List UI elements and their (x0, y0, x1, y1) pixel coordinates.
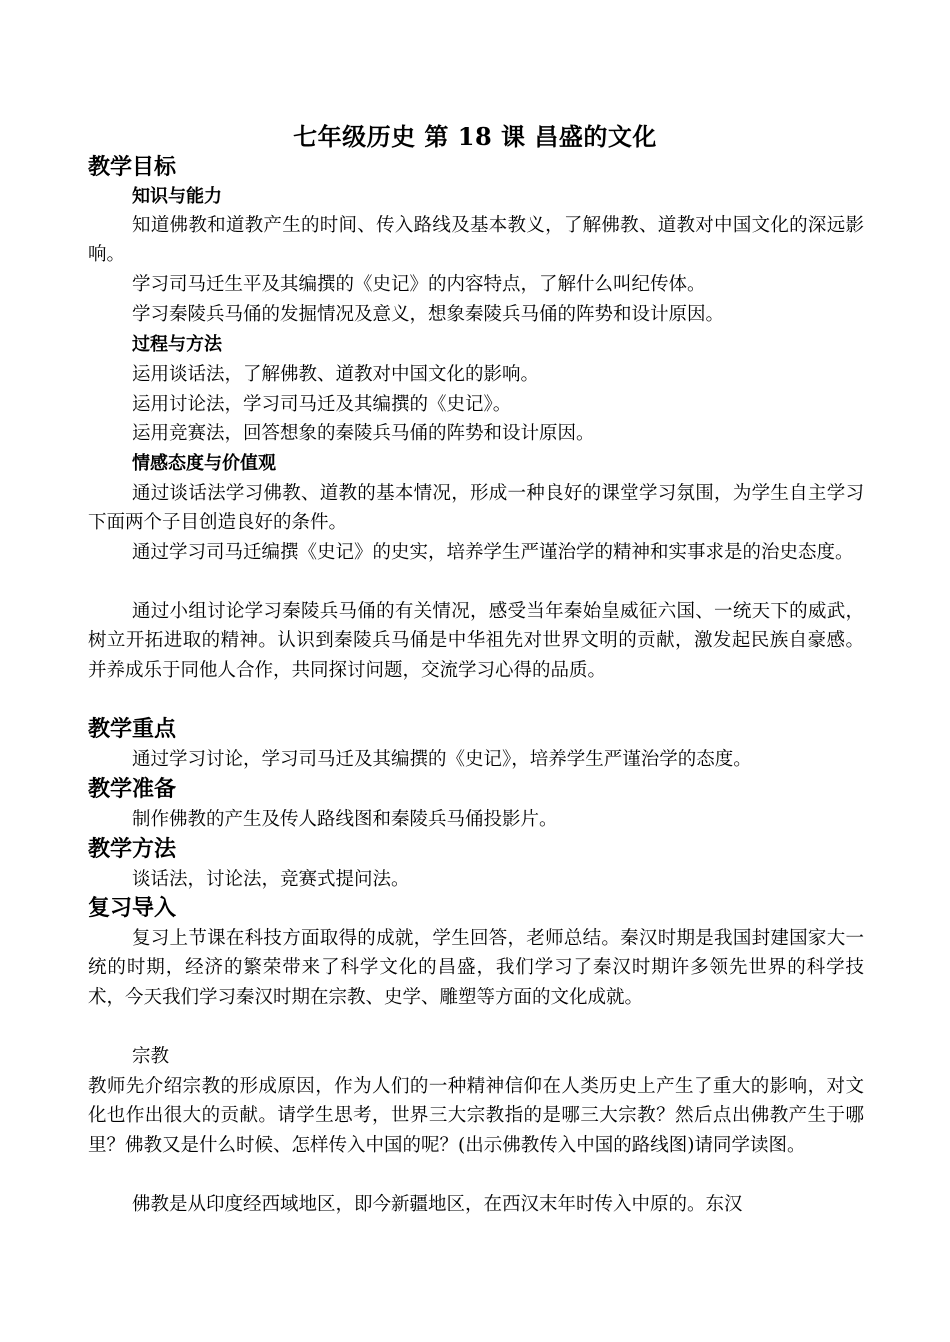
process-paragraph-1: 运用谈话法，了解佛教、道教对中国文化的影响。 (132, 364, 540, 385)
focus-paragraph: 通过学习讨论，学习司马迁及其编撰的《史记》，培养学生严谨治学的态度。 (132, 749, 752, 770)
review-intro-paragraph: 复习上节课在科技方面取得的成就，学生回答，老师总结。秦汉时期是我国封建国家大一统的时期，经济的繁荣带来了科学文化的昌盛，我们学习了秦汉时期许多领先世界的科学技术，今天我们学习秦汉时期在宗教、史学、雕塑等方面的文化成就。 (88, 928, 864, 1008)
heading-review: 复习导入 (88, 896, 177, 921)
knowledge-paragraph-1: 知道佛教和道教产生的时间、传入路线及基本教义，了解佛教、道教对中国文化的深远影响。 (88, 215, 864, 266)
knowledge-paragraph-2: 学习司马迁生平及其编撰的《史记》的内容特点，了解什么叫纪传体。 (132, 274, 706, 295)
review-subheading-religion: 宗教 (132, 1046, 170, 1067)
heading-focus: 教学重点 (88, 717, 177, 742)
attitude-paragraph-1: 通过谈话法学习佛教、道教的基本情况，形成一种良好的课堂学习氛围，为学生自主学习下面两个子目创造良好的条件。 (88, 483, 864, 534)
heading-preparation: 教学准备 (88, 777, 177, 802)
attitude-paragraph-2: 通过学习司马迁编撰《史记》的史实，培养学生严谨治学的精神和实事求是的治史态度。 (132, 542, 854, 563)
knowledge-paragraph-3: 学习秦陵兵马俑的发掘情况及意义，想象秦陵兵马俑的阵势和设计原因。 (132, 304, 725, 325)
subheading-process: 过程与方法 (132, 334, 222, 355)
review-buddhism-paragraph: 佛教是从印度经西域地区，即今新疆地区，在西汉末年时传入中原的。东汉 (132, 1194, 743, 1215)
document-title: 七年级历史 第 18 课 昌盛的文化 (293, 122, 657, 151)
heading-methods: 教学方法 (88, 837, 177, 862)
attitude-paragraph-3: 通过小组讨论学习秦陵兵马俑的有关情况，感受当年秦始皇威征六国、一统天下的威武，树立开拓进取的精神。认识到秦陵兵马俑是中华祖先对世界文明的贡献，激发起民族自豪感。并养成乐于同他人合作，共同探讨问题，交流学习心得的品质。 (88, 601, 864, 681)
process-paragraph-2: 运用讨论法，学习司马迁及其编撰的《史记》。 (132, 394, 512, 415)
subheading-attitude: 情感态度与价值观 (132, 453, 276, 474)
methods-paragraph: 谈话法，讨论法，竞赛式提问法。 (132, 869, 410, 890)
preparation-paragraph: 制作佛教的产生及传人路线图和秦陵兵马俑投影片。 (132, 809, 558, 830)
review-teacher-paragraph: 教师先介绍宗教的形成原因，作为人们的一种精神信仰在人类历史上产生了重大的影响，对文化也作出很大的贡献。请学生思考，世界三大宗教指的是哪三大宗教？然后点出佛教产生于哪里？佛教又是什么时候、怎样传入中国的呢？(出示佛教传入中国的路线图)请同学读图。 (88, 1076, 864, 1156)
heading-objectives: 教学目标 (88, 155, 177, 180)
process-paragraph-3: 运用竞赛法，回答想象的秦陵兵马俑的阵势和设计原因。 (132, 423, 595, 444)
subheading-knowledge: 知识与能力 (132, 186, 222, 207)
